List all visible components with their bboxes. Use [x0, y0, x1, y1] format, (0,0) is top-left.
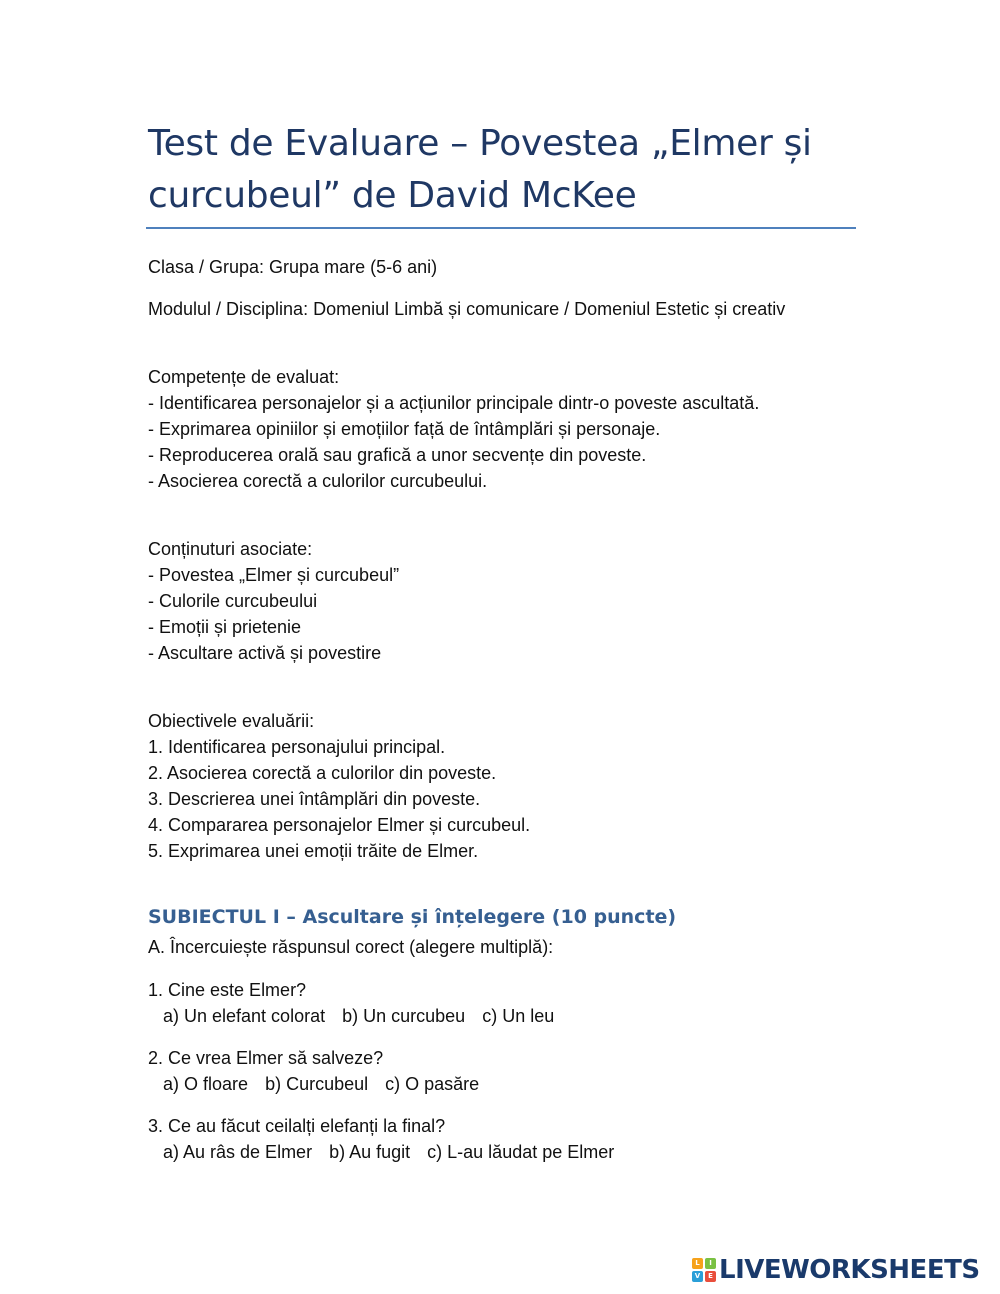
question-text: 2. Ce vrea Elmer să salveze?	[148, 1048, 384, 1068]
page-title: Test de Evaluare – Povestea „Elmer și curcubeul” de David McKee	[148, 123, 812, 216]
logo-text: LIVEWORKSHEETS	[719, 1255, 980, 1285]
list-item: - Emoții și prietenie	[148, 617, 302, 637]
answer-option-b[interactable]: b) Curcubeul	[265, 1074, 369, 1094]
logo-mark-tile: E	[705, 1271, 716, 1282]
answer-option-c[interactable]: c) L-au lăudat pe Elmer	[427, 1142, 615, 1162]
logo-mark-tile: I	[705, 1258, 716, 1269]
title-divider	[146, 227, 856, 229]
question-text: 1. Cine este Elmer?	[148, 980, 307, 1000]
logo-mark-tile: V	[692, 1271, 703, 1282]
answer-option-b[interactable]: b) Au fugit	[329, 1142, 411, 1162]
list-item: - Identificarea personajelor și a acțiunilor principale dintr-o poveste ascultată.	[148, 393, 760, 413]
list-item: - Reproducerea orală sau grafică a unor secvențe din poveste.	[148, 445, 647, 465]
answer-options	[148, 1003, 566, 1029]
answer-options	[148, 1139, 626, 1165]
question-3	[148, 1113, 626, 1165]
question-2	[148, 1045, 491, 1097]
answer-option-a[interactable]: a) Au râs de Elmer	[163, 1142, 313, 1162]
liveworksheets-logo[interactable]	[692, 1255, 980, 1285]
answer-option-a[interactable]: a) Un elefant colorat	[163, 1006, 326, 1026]
list-item: - Ascultare activă și povestire	[148, 643, 382, 663]
list-item: - Culorile curcubeului	[148, 591, 318, 611]
list-item: 4. Compararea personajelor Elmer și curcubeul.	[148, 815, 531, 835]
section-heading: SUBIECTUL I – Ascultare și înțelegere (10 puncte)	[148, 906, 677, 928]
class-line: Clasa / Grupa: Grupa mare (5-6 ani)	[148, 257, 438, 277]
list-item: 5. Exprimarea unei emoții trăite de Elmer.	[148, 841, 479, 861]
module-line: Modulul / Disciplina: Domeniul Limbă și comunicare / Domeniul Estetic și creativ	[148, 299, 786, 319]
question-1	[148, 977, 566, 1029]
instruction-text: A. Încercuiește răspunsul corect (alegere multiplă):	[148, 937, 554, 957]
answer-option-c[interactable]: c) Un leu	[482, 1006, 555, 1026]
question-text: 3. Ce au făcut ceilalți elefanți la final?	[148, 1116, 446, 1136]
list-item: - Povestea „Elmer și curcubeul”	[148, 565, 400, 585]
logo-mark-icon	[692, 1258, 716, 1282]
list-item: - Asocierea corectă a culorilor curcubeului.	[148, 471, 488, 491]
answer-option-a[interactable]: a) O floare	[163, 1074, 249, 1094]
logo-mark-tile: L	[692, 1258, 703, 1269]
list-item: - Exprimarea opiniilor și emoțiilor față de întâmplări și personaje.	[148, 419, 661, 439]
contents-heading: Conținuturi asociate:	[148, 539, 313, 559]
list-item: 2. Asocierea corectă a culorilor din poveste.	[148, 763, 497, 783]
competencies-block	[148, 364, 759, 494]
answer-options	[148, 1071, 491, 1097]
list-item: 1. Identificarea personajului principal.	[148, 737, 446, 757]
answer-option-c[interactable]: c) O pasăre	[385, 1074, 480, 1094]
list-item: 3. Descrierea unei întâmplări din poveste.	[148, 789, 481, 809]
contents-block	[148, 536, 399, 666]
competencies-heading: Competențe de evaluat:	[148, 367, 340, 387]
objectives-block	[148, 708, 530, 864]
answer-option-b[interactable]: b) Un curcubeu	[342, 1006, 466, 1026]
objectives-heading: Obiectivele evaluării:	[148, 711, 315, 731]
